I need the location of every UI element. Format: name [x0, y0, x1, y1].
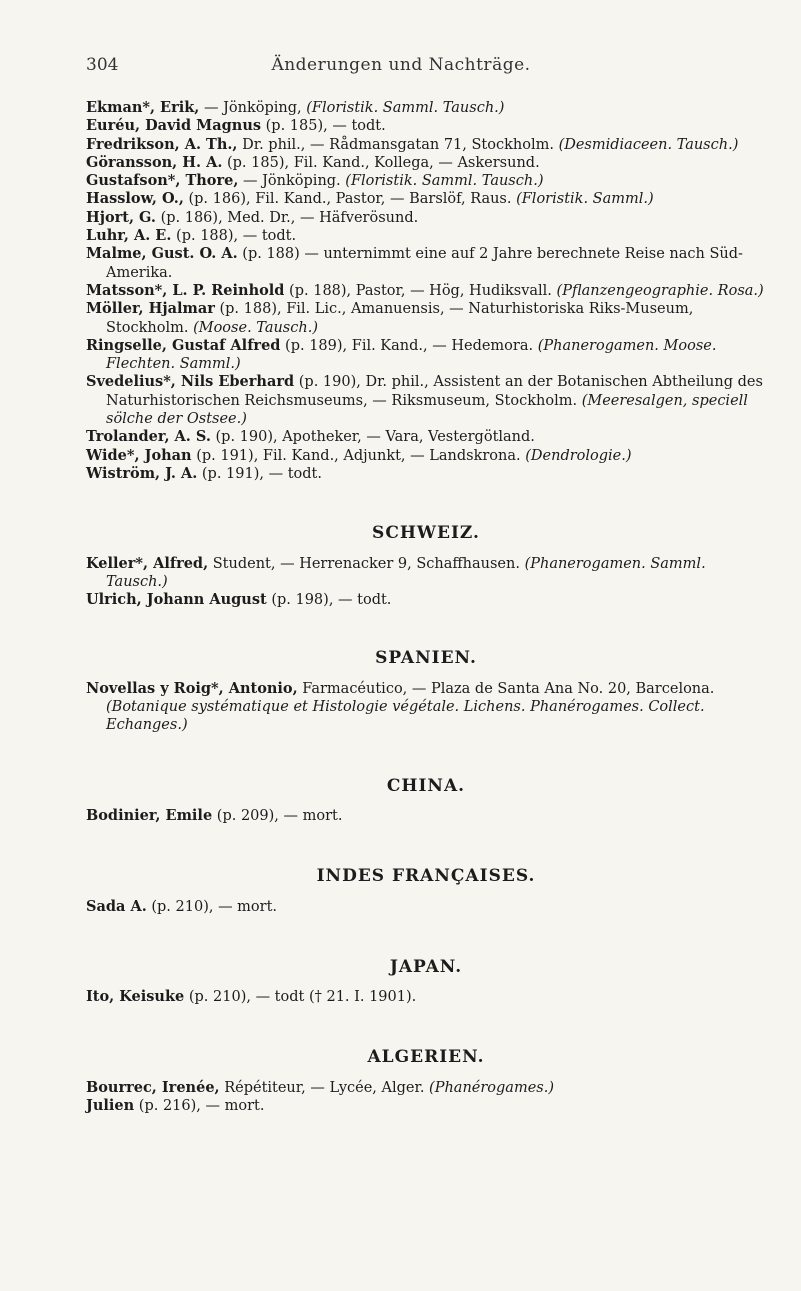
group-sweden [86, 99, 766, 483]
section-heading-japan: JAPAN. [389, 956, 463, 977]
entry-malme: Malme, Gust. O. A. (p. 188) — unternimmt eine auf 2 Jahre berechnete Reise nach Süd-Amerika. [86, 245, 743, 281]
entry-novellas: Novellas y Roig*, Antonio, Farmacéutico, — Plaza de Santa Ana No. 20, Barcelona. (Botanique systématique et Histologie végétale. Lichens. Phanérogames. Collect. Echanges.) [86, 679, 715, 734]
entry-moller: Möller, Hjalmar (p. 188), Fil. Lic., Amanuensis, — Naturhistoriska Riks-Museum, Stockholm. (Moose. Tausch.) [86, 300, 694, 336]
running-head: Änderungen und Nachträge. [271, 55, 531, 75]
entry-hjort: Hjort, G. (p. 186), Med. Dr., — Häfverösund. [86, 208, 419, 226]
entry-bodinier: Bodinier, Emile (p. 209), — mort. [86, 806, 343, 824]
section-heading-algerien: ALGERIEN. [367, 1047, 485, 1068]
entry-trolander: Trolander, A. S. (p. 190), Apotheker, — Vara, Vestergötland. [86, 428, 535, 446]
entry-bourrec: Bourrec, Irenée, Répétiteur, — Lycée, Alger. (Phanérogames.) [86, 1078, 554, 1096]
section-heading-spanien: SPANIEN. [375, 648, 477, 669]
section-heading-indes-francaises: INDES FRANÇAISES. [316, 866, 536, 887]
page-header [86, 55, 716, 81]
page-content [86, 99, 766, 1115]
entry-luhr: Luhr, A. E. (p. 188), — todt. [86, 227, 297, 245]
entry-wide: Wide*, Johan (p. 191), Fil. Kand., Adjunkt, — Landskrona. (Dendrologie.) [86, 446, 632, 464]
entry-euren: Euréu, David Magnus (p. 185), — todt. [86, 117, 386, 135]
entry-goransson: Göransson, H. A. (p. 185), Fil. Kand., Kollega, — Askersund. [86, 153, 540, 171]
entry-ulrich: Ulrich, Johann August (p. 198), — todt. [86, 591, 392, 609]
entry-ringselle: Ringselle, Gustaf Alfred (p. 189), Fil. Kand., — Hedemora. (Phanerogamen. Moose. Flechten. Samml.) [86, 336, 717, 373]
section-heading-schweiz: SCHWEIZ. [372, 523, 480, 544]
section-heading-china: CHINA. [386, 775, 466, 796]
entry-wistrom: Wiström, J. A. (p. 191), — todt. [86, 464, 322, 482]
entry-julien: Julien (p. 216), — mort. [86, 1096, 265, 1114]
entry-sada: Sada A. (p. 210), — mort. [86, 897, 278, 915]
entry-ito: Ito, Keisuke (p. 210), — todt († 21. I. 1901). [86, 988, 417, 1006]
entry-ekman: Ekman*, Erik, — Jönköping, (Floristik. Samml. Tausch.) [86, 99, 505, 116]
entry-svedelius: Svedelius*, Nils Eberhard (p. 190), Dr. phil., Assistent an der Botanischen Abtheilung des Naturhistorischen Reichsmuseums, — Riksmuseum, Stockholm. (Meeresalgen, speciell sölche der Ostsee.) [86, 373, 763, 428]
page-number: 304 [86, 55, 119, 75]
entry-gustafson: Gustafson*, Thore, — Jönköping. (Floristik. Samml. Tausch.) [86, 172, 544, 190]
entry-matsson: Matsson*, L. P. Reinhold (p. 188), Pastor, — Hög, Hudiksvall. (Pflanzengeographie. Rosa.) [86, 281, 764, 299]
entry-keller: Keller*, Alfred, Student, — Herrenacker 9, Schaffhausen. (Phanerogamen. Samml. Tausch.) [86, 554, 706, 590]
entry-hasslow: Hasslow, O., (p. 186), Fil. Kand., Pastor, — Barslöf, Raus. (Floristik. Samml.) [86, 190, 654, 208]
entry-fredrikson: Fredrikson, A. Th., Dr. phil., — Rådmansgatan 71, Stockholm. (Desmidiaceen. Tausch.) [86, 135, 739, 153]
